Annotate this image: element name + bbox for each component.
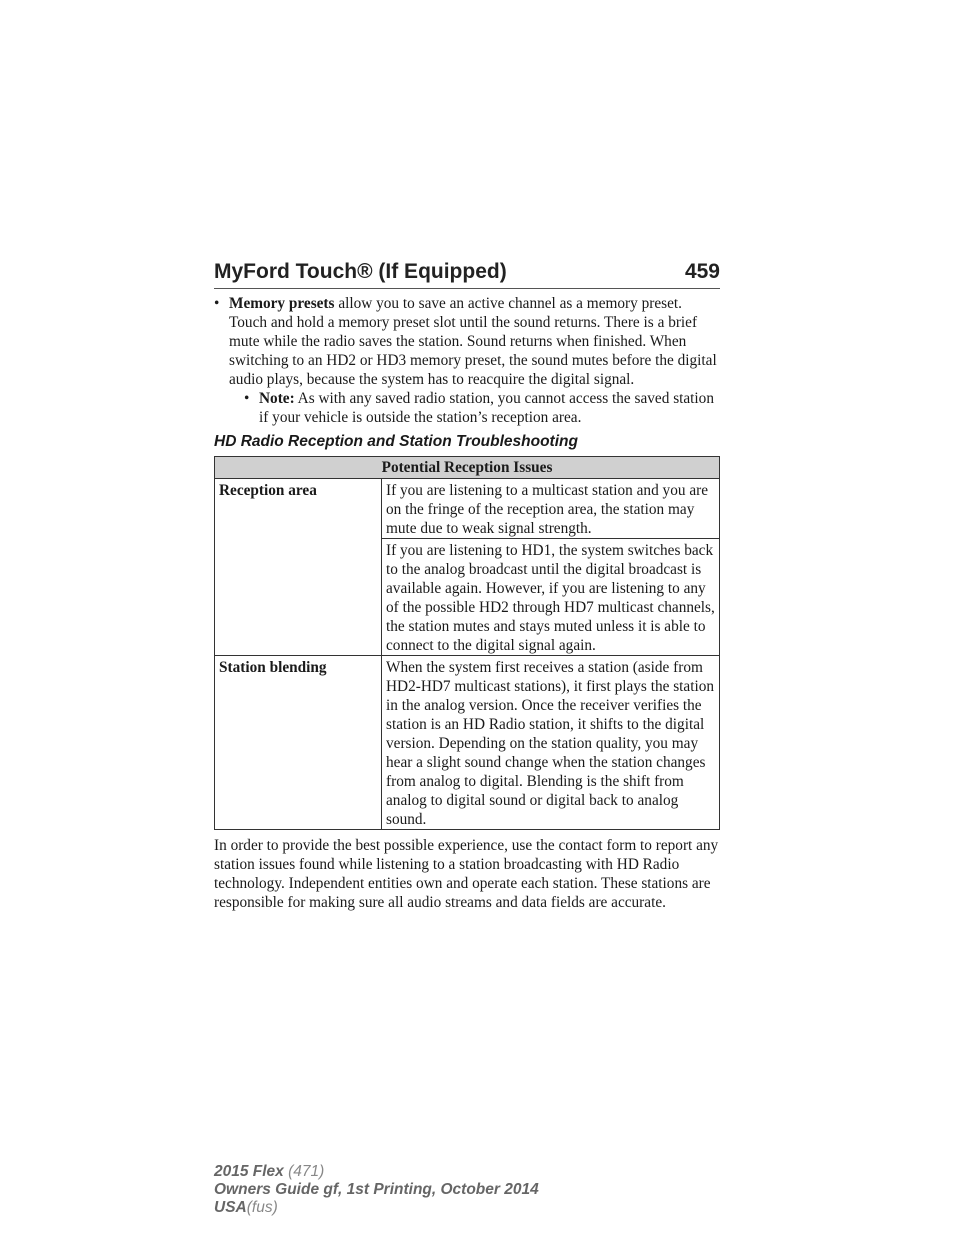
footer-market: USA: [214, 1199, 247, 1216]
bullet-memory-presets: [214, 294, 720, 389]
footer-model: 2015 Flex: [214, 1163, 284, 1180]
bullet-marker: •: [214, 295, 220, 312]
footer-model-code: (471): [288, 1163, 325, 1180]
table-row: [215, 479, 720, 539]
page-footer: [214, 1163, 539, 1217]
row-description: If you are listening to a multicast station and you are on the fringe of the reception area, the station may mute due to weak signal strength.: [382, 479, 720, 539]
bullet-text: allow you to save an active channel as a memory preset. Touch and hold a memory preset slot until the sound returns. There is a brief mute while the radio saves the station. Sound returns when finished. When switching to an HD2 or HD3 memory preset, the sound mutes before the digital audio plays, because the system has to reacquire the digital signal.: [229, 295, 717, 388]
bullet-marker: •: [244, 390, 250, 407]
section-heading: HD Radio Reception and Station Troubleshooting: [214, 433, 578, 450]
footer-edition: Owners Guide gf, 1st Printing, October 2014: [214, 1181, 539, 1198]
page-header: [214, 254, 720, 289]
table-header: Potential Reception Issues: [215, 457, 720, 479]
bullet-term: Memory presets: [229, 295, 335, 312]
footer-line-market: [214, 1199, 539, 1217]
chapter-title: MyFord Touch® (If Equipped): [214, 260, 507, 283]
row-label: Reception area: [215, 479, 382, 539]
row-description: When the system first receives a station (aside from HD2-HD7 multicast stations), it first plays the station in the analog version. Once the receiver verifies the station is an HD Radio station, it shifts to the digital version. Depending on the station quality, you may hear a slight sound change when the station changes from analog to digital. Blending is the shift from analog to digital sound or digital back to analog sound.: [382, 656, 720, 830]
table-header-row: [215, 457, 720, 479]
footer-market-code: (fus): [246, 1199, 278, 1216]
bullet-note: [244, 389, 720, 427]
note-label: Note:: [259, 390, 295, 407]
row-label: [215, 539, 382, 656]
row-description: If you are listening to HD1, the system switches back to the analog broadcast until the digital broadcast is available again. However, if you are listening to any of the possible HD2 through HD7 multicast channels, the station mutes and stays muted unless it is able to connect to the digital signal again.: [382, 539, 720, 656]
body-paragraph: In order to provide the best possible experience, use the contact form to report any station issues found while listening to a station broadcasting with HD Radio technology. Independent entities own and operate each station. These stations are responsible for making sure all audio streams and data fields are accurate.: [214, 837, 719, 911]
page-number: 459: [684, 260, 720, 283]
table-row: [215, 539, 720, 656]
note-text: As with any saved radio station, you cannot access the saved station if your vehicle is outside the station’s reception area.: [259, 390, 714, 426]
reception-issues-table: [214, 456, 720, 830]
table-row: [215, 656, 720, 830]
page-content: [214, 294, 720, 912]
row-label: Station blending: [215, 656, 382, 830]
footer-line-model: [214, 1163, 539, 1181]
